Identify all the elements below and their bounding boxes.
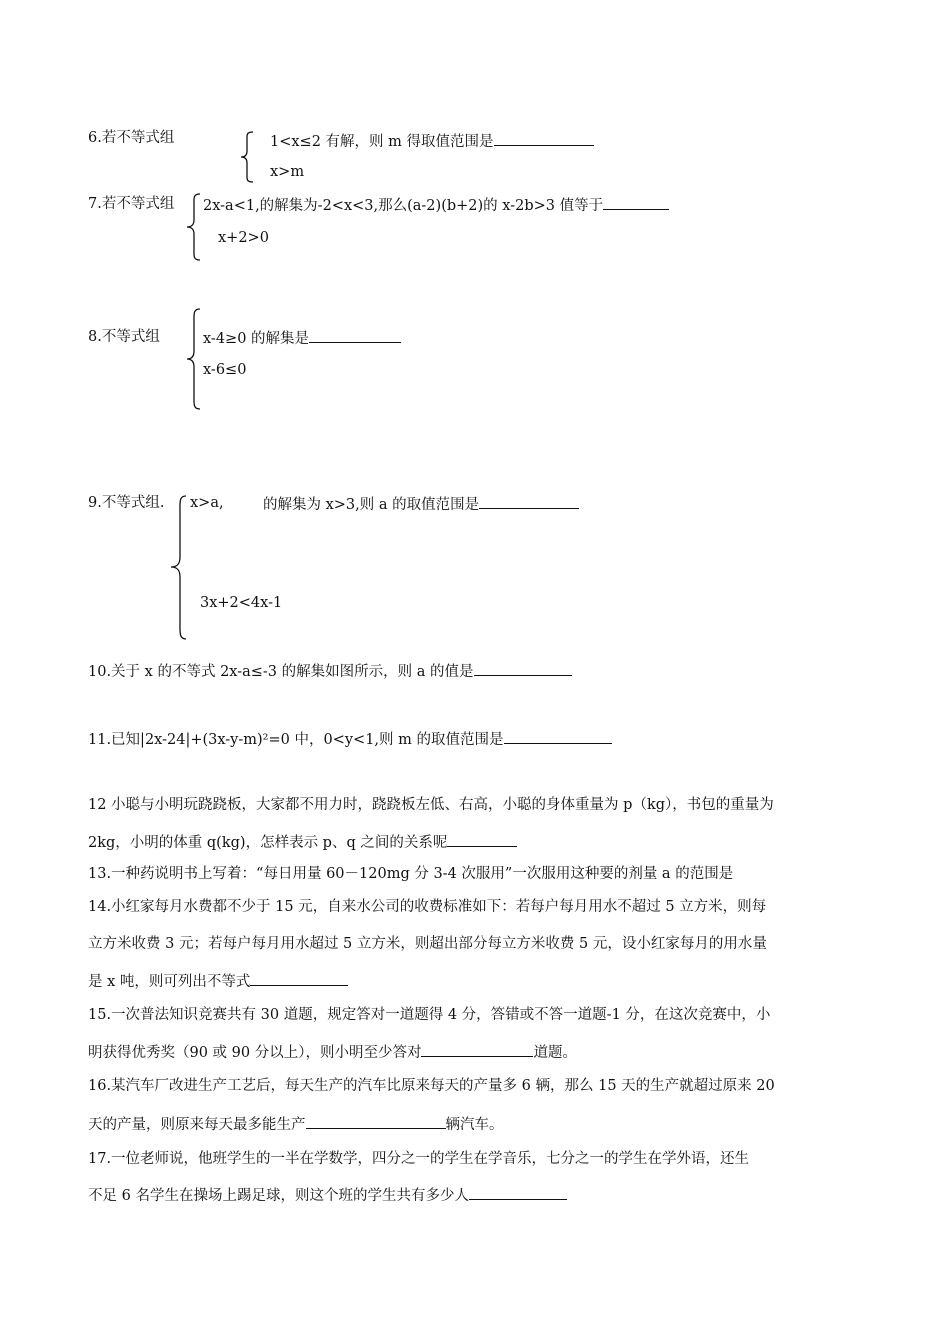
q6-label: 6.若不等式组 — [88, 130, 175, 146]
q12-line2: 2kg，小明的体重 q(kg)，怎样表示 p、q 之间的关系呢 — [88, 831, 517, 853]
q10-answer-blank[interactable] — [474, 660, 572, 676]
q14-line3: 是 x 吨，则可列出不等式 — [88, 970, 348, 992]
q12-answer-blank[interactable] — [447, 831, 517, 847]
q6-answer-blank[interactable] — [494, 130, 594, 146]
q7-answer-blank[interactable] — [603, 194, 669, 210]
q8-label: 8.不等式组 — [88, 329, 160, 345]
q17-answer-blank[interactable] — [469, 1184, 567, 1200]
q15-answer-blank[interactable] — [421, 1041, 533, 1057]
q9-line1-condition: x>a, — [190, 495, 224, 511]
q6-brace — [240, 131, 256, 183]
q9-line2: 3x+2<4x-1 — [200, 595, 283, 611]
q14-line2: 立方米收费 3 元；若每户每月用水超过 5 立方米，则超出部分每立方米收费 5 元，设小红家每月的用水量 — [88, 936, 767, 952]
q11-answer-blank[interactable] — [504, 728, 612, 744]
q17-line2: 不足 6 名学生在操场上踢足球，则这个班的学生共有多少人 — [88, 1184, 567, 1206]
q9-line1-tail: 的解集为 x>3,则 a 的取值范围是 — [263, 493, 579, 515]
q7-line1: 2x-a<1,的解集为-2<x<3,那么(a-2)(b+2)的 x-2b>3 值等于 — [203, 194, 669, 216]
q7-line2: x+2>0 — [218, 230, 269, 246]
q7-label: 7.若不等式组 — [88, 196, 175, 212]
q10-text: 10.关于 x 的不等式 2x-a≤-3 的解集如图所示，则 a 的值是 — [88, 660, 572, 682]
q11-text: 11.已知|2x-24|+(3x-y-m)²=0 中，0<y<1,则 m 的取值范围是 — [88, 728, 612, 750]
q6-line1: 1<x≤2 有解，则 m 得取值范围是 — [270, 130, 594, 152]
q9-label: 9.不等式组. — [88, 495, 165, 511]
q13-text: 13.一种药说明书上写着：“每日用量 60－120mg 分 3-4 次服用”一次服用这种要的剂量 a 的范围是 — [88, 866, 734, 882]
q17-line1: 17.一位老师说，他班学生的一半在学数学，四分之一的学生在学音乐，七分之一的学生在学外语，还生 — [88, 1151, 750, 1167]
q14-line1: 14.小红家每月水费都不少于 15 元，自来水公司的收费标准如下：若每户每月用水不超过 5 立方米，则每 — [88, 899, 767, 915]
q9-brace — [170, 495, 188, 640]
q8-brace — [186, 308, 202, 410]
q8-line2: x-6≤0 — [203, 362, 247, 378]
q8-answer-blank[interactable] — [309, 327, 401, 343]
q15-line2: 明获得优秀奖（90 或 90 分以上），则小明至少答对 道题。 — [88, 1041, 577, 1063]
q15-line1: 15.一次普法知识竞赛共有 30 道题，规定答对一道题得 4 分，答错或不答一道题-1 分，在这次竞赛中，小 — [88, 1007, 771, 1023]
q12-line1: 12 小聪与小明玩跷跷板，大家都不用力时，跷跷板左低、右高，小聪的身体重量为 p（kg），书包的重量为 — [88, 797, 774, 813]
q6-line2: x>m — [270, 164, 305, 180]
q16-line1: 16.某汽车厂改进生产工艺后，每天生产的汽车比原来每天的产量多 6 辆，那么 15 天的生产就超过原来 20 — [88, 1078, 775, 1094]
q16-line2: 天的产量，则原来每天最多能生产 辆汽车。 — [88, 1113, 504, 1135]
q7-brace — [186, 193, 202, 261]
q9-answer-blank[interactable] — [479, 493, 579, 509]
q14-answer-blank[interactable] — [250, 970, 348, 986]
q16-answer-blank[interactable] — [306, 1113, 446, 1129]
q8-line1: x-4≥0 的解集是 — [203, 327, 401, 349]
